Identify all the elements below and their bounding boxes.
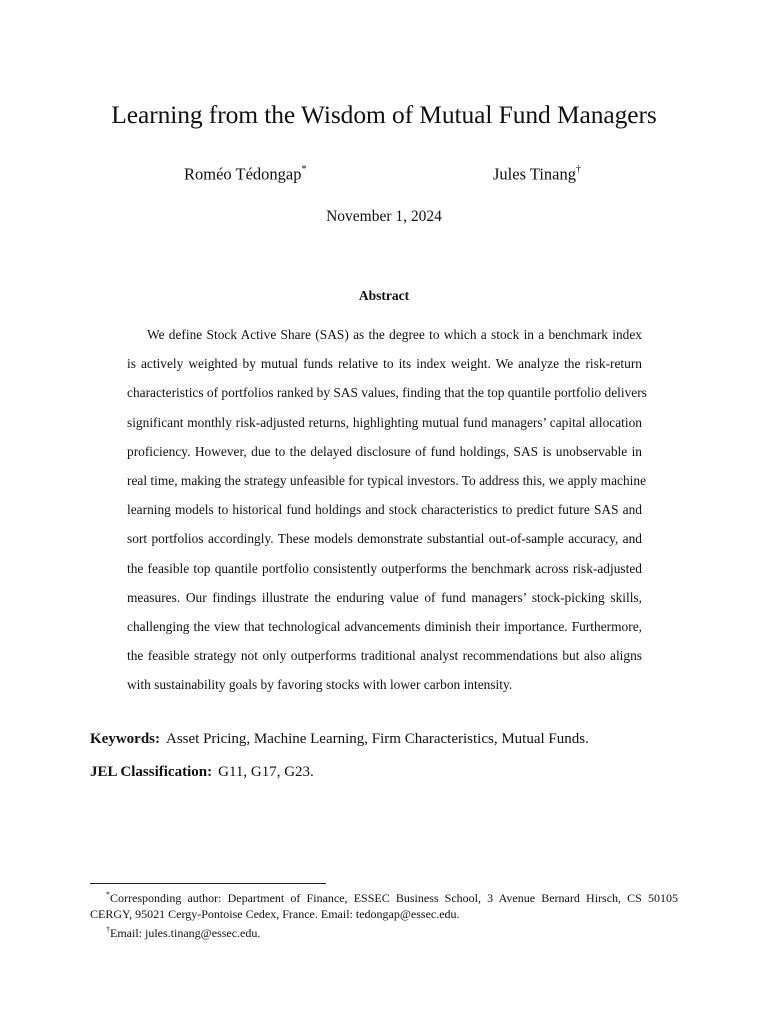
abstract-line: the feasible strategy not only outperforms traditional analyst recommendations but also aligns bbox=[127, 648, 642, 664]
footnotes bbox=[90, 887, 678, 941]
abstract-line: proficiency. However, due to the delayed disclosure of fund holdings, SAS is unobservable in bbox=[127, 443, 642, 459]
abstract-line: with sustainability goals by favoring stocks with lower carbon intensity. bbox=[127, 677, 513, 693]
abstract-line: characteristics of portfolios ranked by SAS values, finding that the top quantile portfolio delivers bbox=[127, 385, 647, 401]
jel-classification bbox=[90, 761, 314, 783]
keywords-label: Keywords: bbox=[90, 731, 160, 747]
footnote-1-line-1 bbox=[90, 887, 678, 906]
footnote-rule bbox=[90, 883, 326, 884]
jel-label: JEL Classification: bbox=[90, 764, 213, 780]
abstract-line: We define Stock Active Share (SAS) as the degree to which a stock in a benchmark index bbox=[147, 327, 642, 342]
abstract-line: learning models to historical fund holdings and stock characteristics to predict future SAS and bbox=[127, 502, 642, 518]
abstract-heading: Abstract bbox=[358, 288, 410, 303]
footnote-2 bbox=[90, 922, 678, 941]
keywords bbox=[90, 728, 589, 750]
footnote-2-text: Email: jules.tinang@essec.edu. bbox=[110, 926, 261, 940]
abstract-body bbox=[127, 320, 647, 699]
author-1 bbox=[184, 160, 306, 186]
abstract-line: the feasible top quantile portfolio consistently outperforms the benchmark across risk-adjusted bbox=[127, 560, 642, 576]
abstract-line: measures. Our findings illustrate the enduring value of fund managers’ stock-picking skills, bbox=[127, 589, 642, 605]
author-1-footnote-mark: * bbox=[301, 164, 307, 175]
abstract-line: real time, making the strategy unfeasible for typical investors. To address this, we apply machine bbox=[127, 472, 647, 488]
jel-value: G11, G17, G23. bbox=[218, 764, 314, 780]
author-2-name: Jules Tinang bbox=[493, 164, 576, 184]
abstract-line: significant monthly risk-adjusted returns, highlighting mutual fund managers’ capital allocation bbox=[127, 414, 642, 430]
footnote-2-mark: † bbox=[106, 925, 110, 934]
abstract-line: is actively weighted by mutual funds relative to its index weight. We analyze the risk-return bbox=[127, 356, 642, 372]
footnote-1-line-2: CERGY, 95021 Cergy-Pontoise Cedex, France. Email: tedongap@essec.edu. bbox=[90, 907, 460, 921]
author-2 bbox=[493, 160, 581, 186]
keywords-value: Asset Pricing, Machine Learning, Firm Characteristics, Mutual Funds. bbox=[166, 731, 589, 747]
paper-title: Learning from the Wisdom of Mutual Fund Managers bbox=[111, 100, 657, 129]
paper-date: November 1, 2024 bbox=[326, 208, 442, 225]
footnote-1-mark: * bbox=[106, 890, 110, 899]
abstract-line: challenging the view that technological advancements diminish their importance. Furthermore, bbox=[127, 618, 642, 634]
author-1-name: Roméo Tédongap bbox=[184, 164, 302, 184]
abstract-line: sort portfolios accordingly. These models demonstrate substantial out-of-sample accuracy, and bbox=[127, 531, 642, 547]
author-2-footnote-mark: † bbox=[575, 164, 581, 175]
footnote-1-text: Corresponding author: Department of Finance, ESSEC Business School, 3 Avenue Bernard Hirsch, CS 50105 bbox=[110, 891, 678, 905]
